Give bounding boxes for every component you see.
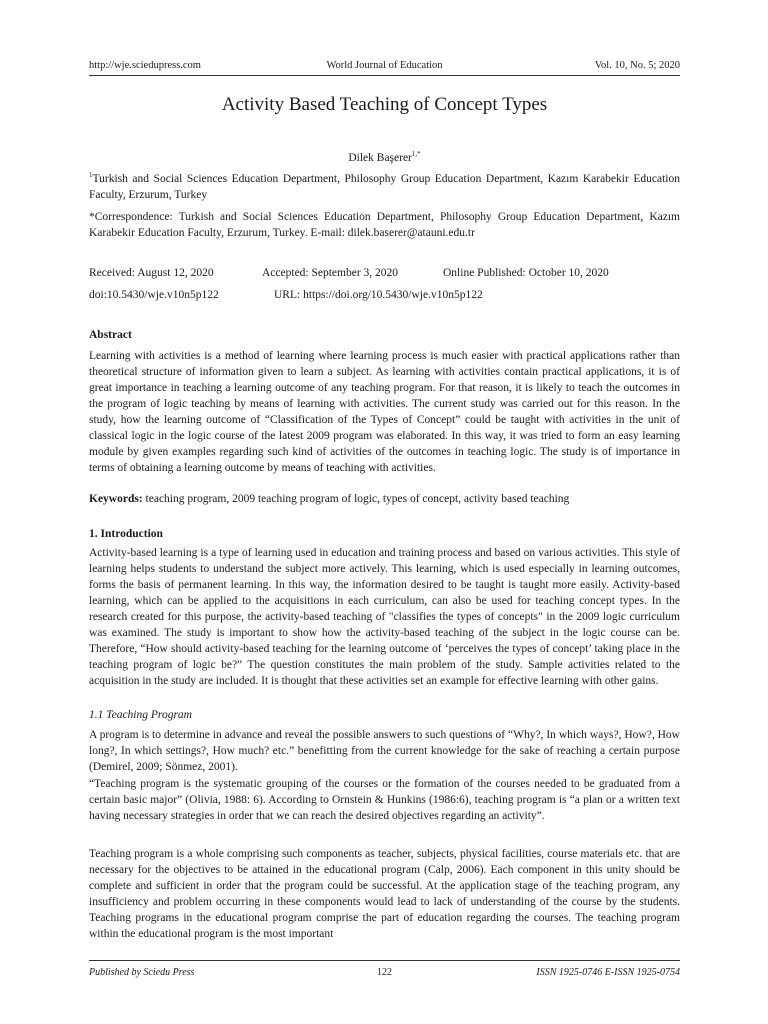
keywords-text: teaching program, 2009 teaching program of logic, types of concept, activity based teaching xyxy=(145,493,570,505)
page-number: 122 xyxy=(377,967,392,978)
journal-url[interactable]: http://wje.sciedupress.com xyxy=(89,60,201,71)
accepted-date: Accepted: September 3, 2020 xyxy=(262,267,399,279)
author-line xyxy=(89,150,680,166)
author-superscript: 1,* xyxy=(411,150,421,159)
introduction-body xyxy=(89,545,680,689)
article-title: Activity Based Teaching of Concept Types xyxy=(221,94,548,115)
introduction-text: Activity-based learning is a type of learning used in education and training process and based on various activities. This style of learning helps students to understand the subject more actively. This learning, which is used especially in learning outcomes, forms the basis of permanent learning. In this way, the information desired to be taught is taught more easily. Activity-based learning, which can be applied to the acquisitions in each curriculum, can also be used for teaching concept types. In the research created for this purpose, the activity-based teaching of "classifies the types of concepts" in the 2009 logic curriculum was examined. The study is important to show how the activity-based teaching of the subject in the logic course can be. Therefore, “How should activity-based teaching for the learning outcome of ‘perceives the types of concept’ taking place in the teaching program of logic be?” The question constitutes the main problem of the study. Sample activities related to the acquisition in the study are included. It is thought that these activities set an example for effective learning with other gains. xyxy=(89,547,680,687)
header-rule xyxy=(89,75,680,76)
published-date: Online Published: October 10, 2020 xyxy=(443,267,609,279)
issn: ISSN 1925-0746 E-ISSN 1925-0754 xyxy=(536,967,680,978)
journal-name: World Journal of Education xyxy=(326,60,443,71)
affiliation xyxy=(89,171,680,203)
running-header xyxy=(89,58,680,74)
section-1-1-heading: 1.1 Teaching Program xyxy=(89,709,192,721)
introduction-heading: 1. Introduction xyxy=(89,528,163,540)
correspondence xyxy=(89,209,680,241)
paragraph-text: Teaching program is a whole comprising such components as teacher, subjects, physical facilities, course materials etc. that are necessary for the objectives to be attained in the educational program (Calp, 2006). Each component in this unity should be complete and sufficient in order that the program could be successful. At the application stage of the teaching program, any insufficiency and problem occurring in these components would lead to lack of understanding of the course by the students. Teaching programs in the educational program comprise the part of education regarding the courses. The teaching program within the educational program is the most important xyxy=(89,848,680,940)
doi-url[interactable]: URL: https://doi.org/10.5430/wje.v10n5p122 xyxy=(274,289,483,301)
publisher: Published by Sciedu Press xyxy=(89,967,195,978)
abstract-body xyxy=(89,348,680,476)
volume-info: Vol. 10, No. 5; 2020 xyxy=(594,60,680,71)
keywords-label: Keywords: xyxy=(89,493,143,505)
footer-rule xyxy=(89,960,680,961)
keywords xyxy=(89,491,680,507)
paragraph-text: A program is to determine in advance and reveal the possible answers to such questions of “Why?, In which ways?, How?, How long?, In which settings?, How much? etc.” benefitting from the current knowledge for the sake of reaching a certain purpose (Demirel, 2009; Sönmez, 2001). xyxy=(89,729,680,773)
abstract-heading: Abstract xyxy=(89,329,132,341)
section-1-1-paragraph-2 xyxy=(89,776,680,824)
article-page xyxy=(89,0,680,1024)
affiliation-superscript: 1 xyxy=(89,171,93,180)
abstract-text: Learning with activities is a method of learning where learning process is much easier with practical applications rather than theoretical structure of information given to learn a subject. As learning with activities contain practical applications, it is of great importance in teaching a learning outcome of any teaching program. For that reason, it is likely to teach the outcomes in the program of logic teaching by means of learning with activities. The current study was carried out for this reason. In the study, how the learning outcome of “Classification of the Types of Concept” could be taught with activities in the unit of classical logic in the logic course of the latest 2009 program was elaborated. In this way, it was tried to form an easy learning module by given examples regarding such kind of activities of the outcomes in teaching logic. The study is of importance in terms of obtaining a learning outcome by means of teaching with activities. xyxy=(89,350,680,474)
section-1-1-paragraph-3 xyxy=(89,846,680,942)
section-1-1-paragraph-1 xyxy=(89,727,680,775)
author-name: Dilek Başerer xyxy=(348,152,412,164)
paragraph-text: “Teaching program is the systematic grouping of the courses or the formation of the courses needed to be graduated from a certain basic major” (Olivia, 1988: 6). According to Ornstein & Hunkins (1986:6), teaching program is “a plan or a written text having necessary strategies in order that we can reach the desired objectives regarding an activity”. xyxy=(89,778,680,822)
affiliation-text: Turkish and Social Sciences Education Department, Philosophy Group Education Department, Kazım Karabekir Education Faculty, Erzurum, Turkey xyxy=(89,173,680,201)
doi-text[interactable]: doi:10.5430/wje.v10n5p122 xyxy=(89,289,219,301)
received-date: Received: August 12, 2020 xyxy=(89,267,214,279)
running-footer xyxy=(89,965,680,981)
correspondence-text: *Correspondence: Turkish and Social Sciences Education Department, Philosophy Group Education Department, Kazım Karabekir Education Faculty, Erzurum, Turkey. E-mail: dilek.baserer@atauni.edu.tr xyxy=(89,211,680,239)
